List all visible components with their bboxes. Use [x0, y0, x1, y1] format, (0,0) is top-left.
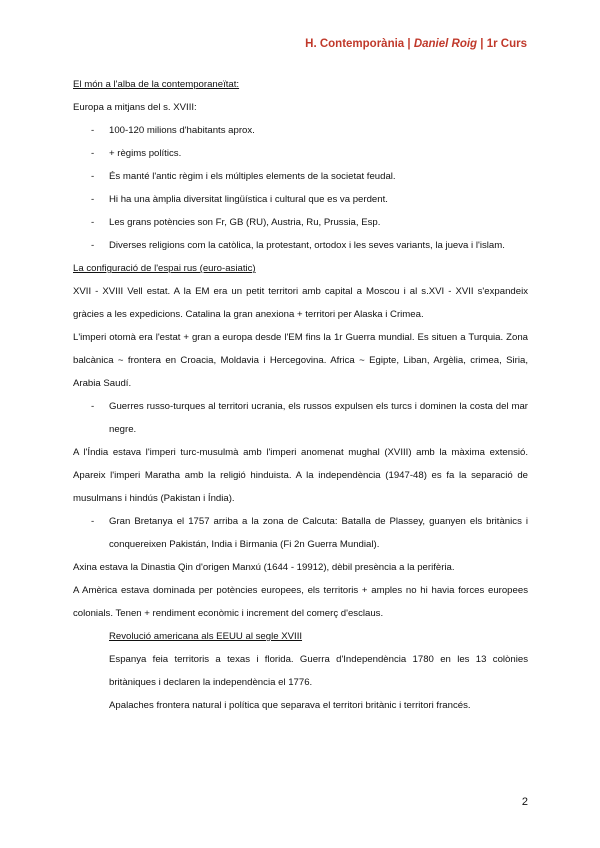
list-item — [73, 142, 528, 165]
subsection-heading: Revolució americana als EEUU al segle XVIII — [109, 631, 303, 642]
header-author: Daniel Roig — [413, 38, 478, 50]
paragraph: XVII - XVIII Vell estat. A la EM era un petit territori amb capital a Moscou i al s.XVI - XVII s'expandeix gràcies a les expedicions. Catalina la gran anexiona + territori per Alaska i Crimea. — [73, 286, 528, 320]
section-heading: La configuració de l'espai rus (euro-asiatic) — [73, 263, 256, 274]
bullet-dash: - — [91, 401, 95, 412]
list-item-text: + règims polítics. — [109, 148, 182, 159]
document-body — [73, 73, 528, 717]
page-number: 2 — [521, 796, 528, 808]
header-separator: | — [480, 38, 484, 50]
bullet-list — [73, 395, 528, 441]
list-item — [73, 165, 528, 188]
list-item-text: 100-120 milions d'habitants aprox. — [109, 125, 255, 136]
header-separator: | — [407, 38, 411, 50]
list-item — [73, 510, 528, 556]
list-item — [73, 119, 528, 142]
paragraph: Europa a mitjans del s. XVIII: — [73, 102, 197, 113]
paragraph: Axina estava la Dinastia Qin d'origen Manxú (1644 - 19912), dèbil presència a la perifèria. — [73, 562, 455, 573]
bullet-dash: - — [91, 171, 95, 182]
bullet-dash: - — [91, 217, 95, 228]
list-item-text: Gran Bretanya el 1757 arriba a la zona de Calcuta: Batalla de Plassey, guanyen els britànics i conquereixen Pakistán, India i Birmania (Fi 2n Guerra Mundial). — [109, 516, 528, 550]
list-item-text: Diverses religions com la catòlica, la protestant, ortodox i les seves variants, la jueva i l'islam. — [109, 240, 505, 251]
section-heading: El món a l'alba de la contemporaneïtat: — [73, 79, 240, 90]
bullet-list — [73, 119, 528, 257]
paragraph: L'imperi otomà era l'estat + gran a europa desde l'EM fins la 1r Guerra mundial. Es situen a Turquia. Zona balcànica ~ frontera en Croacia, Moldavia i Hercegovina. Africa ~ Egipte, Liban, Argèlia, crimea, Siria, Arabia Saudí. — [73, 332, 528, 389]
page-header — [305, 38, 527, 50]
bullet-dash: - — [91, 148, 95, 159]
list-item — [73, 234, 528, 257]
paragraph: Espanya feia territoris a texas i florida. Guerra d'Independència 1780 en les 13 colònies britàniques i declaren la independència el 1776. — [109, 654, 528, 688]
bullet-dash: - — [91, 125, 95, 136]
paragraph: A l'Índia estava l'imperi turc-musulmà amb l'imperi anomenat mughal (XVIII) amb la màxima extensió. Apareix l'imperi Maratha amb la religió hinduista. A la independència (1947-48) es fa la separació de musulmans i hindús (Pakistan i Índia). — [73, 447, 528, 504]
list-item-text: És manté l'antic règim i els múltiples elements de la societat feudal. — [109, 171, 396, 182]
list-item-text: Hi ha una àmplia diversitat lingüística i cultural que es va perdent. — [109, 194, 388, 205]
paragraph: Apalaches frontera natural i política que separava el territori britànic i territori francés. — [109, 700, 471, 711]
bullet-dash: - — [91, 240, 95, 251]
list-item — [73, 211, 528, 234]
bullet-dash: - — [91, 194, 95, 205]
header-year: 1r Curs — [486, 38, 527, 50]
paragraph: A Amèrica estava dominada per potències europees, els territoris + amples no hi havia forces europees colonials. Tenen + rendiment econòmic i increment del comerç d'esclaus. — [73, 585, 528, 619]
list-item — [73, 188, 528, 211]
list-item-text: Les grans potències son Fr, GB (RU), Austria, Ru, Prussia, Esp. — [109, 217, 381, 228]
list-item-text: Guerres russo-turques al territori ucrania, els russos expulsen els turcs i dominen la costa del mar negre. — [109, 401, 528, 435]
bullet-list — [73, 510, 528, 556]
header-course: H. Contemporània — [305, 38, 405, 50]
bullet-dash: - — [91, 516, 95, 527]
list-item — [73, 395, 528, 441]
